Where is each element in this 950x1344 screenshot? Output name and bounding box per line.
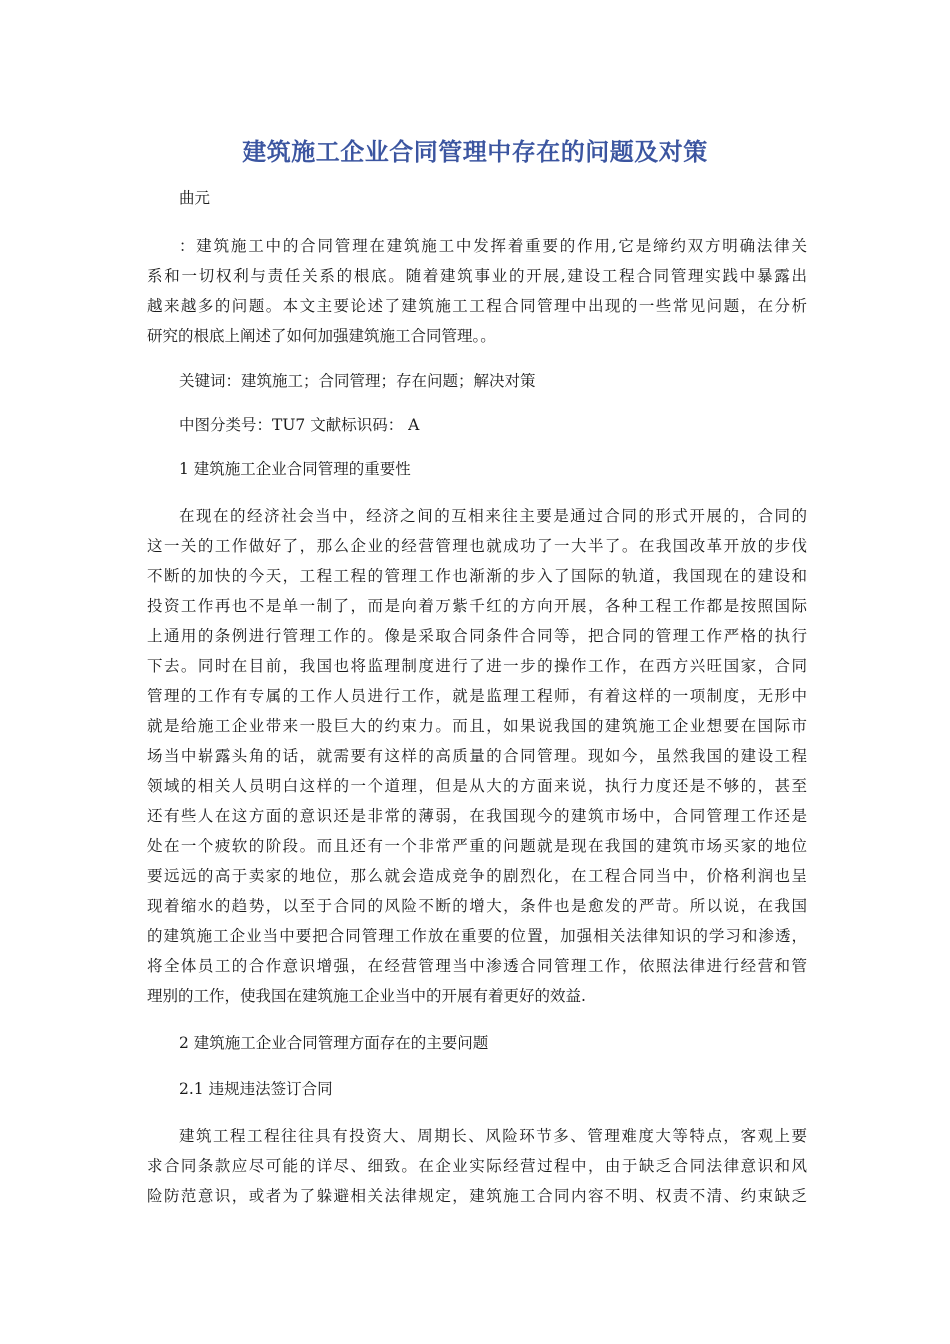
paragraph-line: 在现在的经济社会当中，经济之间的互相来往主要是通过合同的形式开展的，合同的 xyxy=(179,507,807,525)
paragraph-line: 将全体员工的合作意识增强，在经营管理当中渗透合同管理工作，依照法律进行经营和管 xyxy=(147,957,807,975)
paragraph-line: 求合同条款应尽可能的详尽、细致。在企业实际经营过程中，由于缺乏合同法律意识和风 xyxy=(147,1157,807,1175)
paragraph-line: 就是给施工企业带来一股巨大的约束力。而且，如果说我国的建筑施工企业想要在国际市 xyxy=(147,717,807,735)
paragraph-line: 场当中崭露头角的话，就需要有这样的高质量的合同管理。现如今，虽然我国的建设工程 xyxy=(147,747,807,765)
section-heading-1: 1 建筑施工企业合同管理的重要性 xyxy=(179,460,411,478)
document-title: 建筑施工企业合同管理中存在的问题及对策 xyxy=(242,138,708,166)
paragraph-line: 领域的相关人员明白这样的一个道理，但是从大的方面来说，执行力度还是不够的，甚至 xyxy=(147,777,807,795)
paragraph-line: 险防范意识，或者为了躲避相关法律规定，建筑施工合同内容不明、权责不清、约束缺乏 xyxy=(147,1187,807,1205)
paragraph-line: 理别的工作，使我国在建筑施工企业当中的开展有着更好的效益. xyxy=(147,987,586,1005)
section-heading-2: 2 建筑施工企业合同管理方面存在的主要问题 xyxy=(179,1034,489,1052)
paragraph-line: 不断的加快的今天，工程工程的管理工作也渐渐的步入了国际的轨道，我国现在的建设和 xyxy=(147,567,807,585)
abstract-line: 系和一切权利与责任关系的根底。随着建筑事业的开展,建设工程合同管理实践中暴露出 xyxy=(147,267,807,285)
paragraph-line: 投资工作再也不是单一制了，而是向着万紫千红的方向开展，各种工程工作都是按照国际 xyxy=(147,597,807,615)
abstract-line: ：建筑施工中的合同管理在建筑施工中发挥着重要的作用,它是缔约双方明确法律关 xyxy=(179,237,807,255)
keywords: 关键词：建筑施工；合同管理；存在问题；解决对策 xyxy=(179,372,536,390)
paragraph-line: 管理的工作有专属的工作人员进行工作，就是监理工程师，有着这样的一项制度，无形中 xyxy=(147,687,807,705)
abstract-line: 研究的根底上阐述了如何加强建筑施工合同管理。。 xyxy=(147,327,496,345)
paragraph-line: 建筑工程工程往往具有投资大、周期长、风险环节多、管理难度大等特点，客观上要 xyxy=(179,1127,807,1145)
paragraph-line: 现着缩水的趋势，以至于合同的风险不断的增大，条件也是愈发的严苛。所以说，在我国 xyxy=(147,897,807,915)
paragraph-line: 的建筑施工企业当中要把合同管理工作放在重要的位置，加强相关法律知识的学习和渗透， xyxy=(147,927,807,945)
abstract-line: 越来越多的问题。本文主要论述了建筑施工工程合同管理中出现的一些常见问题，在分析 xyxy=(147,297,807,315)
subsection-heading-2-1: 2.1 违规违法签订合同 xyxy=(179,1080,333,1098)
paragraph-line: 上通用的条例进行管理工作的。像是采取合同条件合同等，把合同的管理工作严格的执行 xyxy=(147,627,807,645)
paragraph-line: 处在一个疲软的阶段。而且还有一个非常严重的问题就是现在我国的建筑市场买家的地位 xyxy=(147,837,807,855)
paragraph-line: 还有些人在这方面的意识还是非常的薄弱，在我国现今的建筑市场中，合同管理工作还是 xyxy=(147,807,807,825)
paragraph-line: 要远远的高于卖家的地位，那么就会造成竞争的剧烈化，在工程合同当中，价格利润也呈 xyxy=(147,867,807,885)
paragraph-line: 下去。同时在目前，我国也将监理制度进行了进一步的操作工作，在西方兴旺国家，合同 xyxy=(147,657,807,675)
author-name: 曲元 xyxy=(179,189,211,207)
paragraph-line: 这一关的工作做好了，那么企业的经营管理也就成功了一大半了。在我国改革开放的步伐 xyxy=(147,537,807,555)
classification: 中图分类号：TU7 文献标识码： A xyxy=(179,416,420,434)
